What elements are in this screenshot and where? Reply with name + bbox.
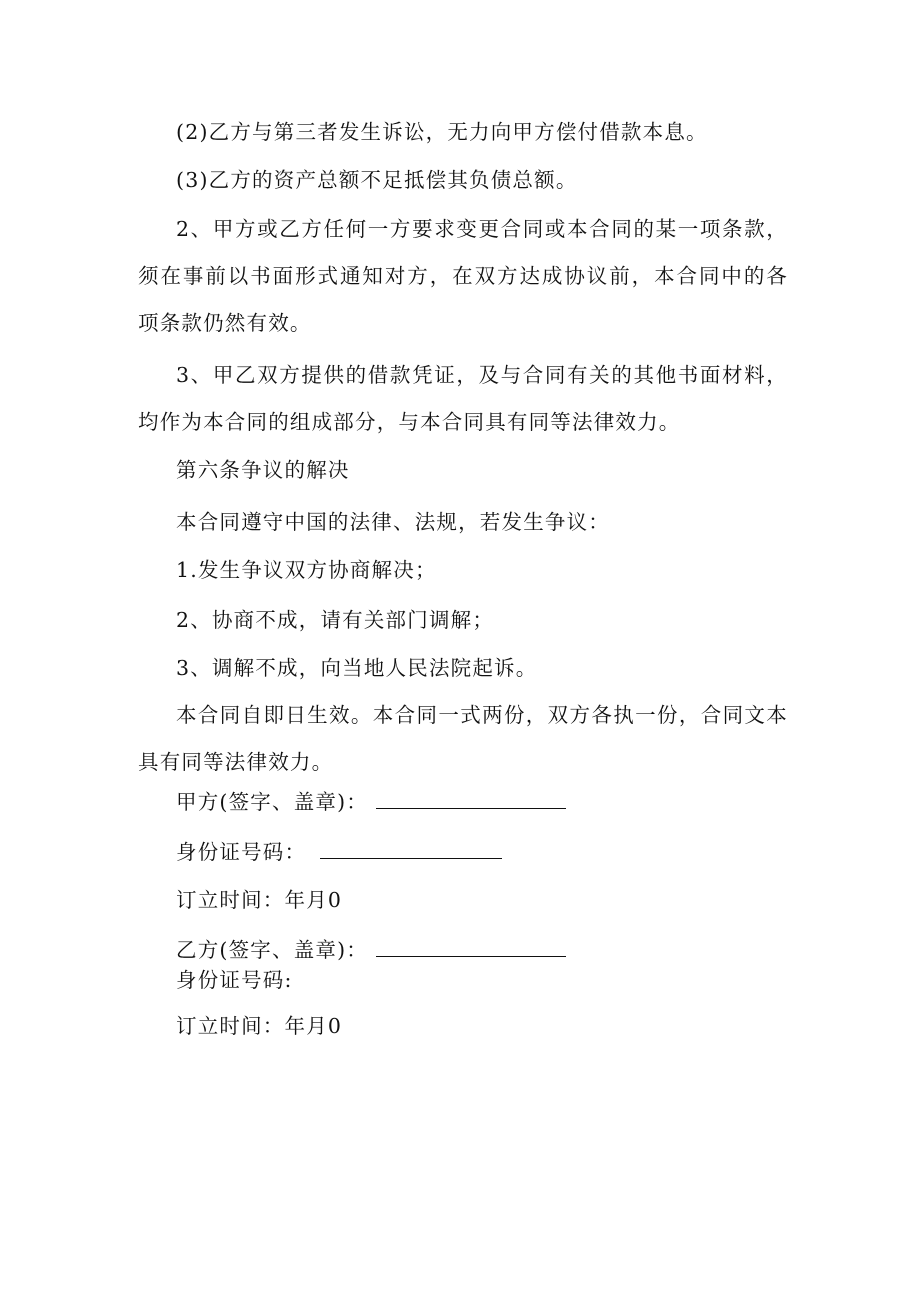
party-b-signature-label: 乙方(签字、盖章)： [176,938,368,962]
party-b-date: 订立时间：年月0 [176,1014,343,1038]
party-b-id-label: 身份证号码: [176,968,293,992]
clause-item-3: (3)乙方的资产总额不足抵偿其负债总额。 [176,168,578,192]
clause-item-2: (2)乙方与第三者发生诉讼，无力向甲方偿付借款本息。 [176,120,708,144]
dispute-step-1: 1.发生争议双方协商解决； [176,558,437,582]
article-6-heading: 第六条争议的解决 [176,458,350,482]
dispute-step-3: 3、调解不成，向当地人民法院起诉。 [176,656,538,680]
party-a-signature-row [176,788,566,816]
party-a-signature-blank [376,788,566,809]
party-a-id-blank [320,838,502,859]
clause-paragraph-2: 2、甲方或乙方任何一方要求变更合同或本合同的某一项条款，须在事前以书面形式通知对方，在双方达成协议前，本合同中的各项条款仍然有效。 [138,217,788,335]
party-a-id-label: 身份证号码： [176,840,307,864]
article-6-intro: 本合同遵守中国的法律、法规，若发生争议： [176,510,610,534]
dispute-step-2: 2、协商不成，请有关部门调解； [176,608,495,632]
effective-clause: 本合同自即日生效。本合同一式两份，双方各执一份，合同文本具有同等法律效力。 [138,703,788,774]
party-a-date: 订立时间：年月0 [176,888,343,912]
party-a-id-row [176,838,502,866]
party-b-signature-blank [376,936,566,957]
party-a-signature-label: 甲方(签字、盖章)： [176,790,368,814]
clause-paragraph-3: 3、甲乙双方提供的借款凭证，及与合同有关的其他书面材料，均作为本合同的组成部分，与本合同具有同等法律效力。 [138,363,788,434]
party-b-signature-row [176,936,566,964]
